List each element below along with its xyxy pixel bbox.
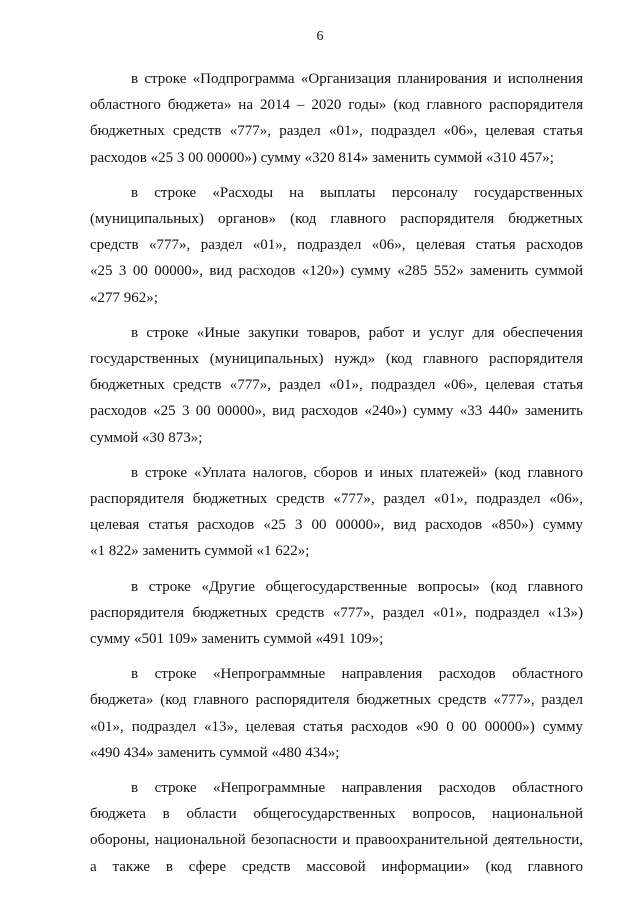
text-line: бюджета» (код главного распорядителя бюджетных средств «777», раздел	[90, 692, 583, 709]
text-line: в строке «Непрограммные направления расходов областного	[131, 780, 583, 797]
document-body	[90, 66, 583, 889]
text-line: распорядителя бюджетных средств «777», раздел «01», подраздел «06»,	[90, 491, 583, 508]
text-line: расходов «25 3 00 00000», вид расходов «240») сумму «33 440» заменить	[90, 403, 583, 420]
text-line: «490 434» заменить суммой «480 434»;	[90, 744, 340, 761]
text-line: областного бюджета» на 2014 – 2020 годы» (код главного распорядителя	[90, 97, 583, 114]
text-line: суммой «30 873»;	[90, 429, 203, 446]
page-number: 6	[316, 29, 324, 44]
text-line: «25 3 00 00000», вид расходов «120») сумму «285 552» заменить суммой	[90, 263, 583, 280]
text-line: в строке «Расходы на выплаты персоналу государственных	[131, 184, 583, 201]
text-line: в строке «Уплата налогов, сборов и иных платежей» (код главного	[131, 464, 583, 481]
text-line: средств «777», раздел «01», подраздел «06», целевая статья расходов	[90, 237, 583, 254]
text-line: сумму «501 109» заменить суммой «491 109»;	[90, 631, 384, 648]
text-line: в строке «Подпрограмма «Организация планирования и исполнения	[131, 71, 583, 87]
text-line: а также в сфере средств массовой информации» (код главного	[90, 858, 583, 875]
paragraph	[90, 180, 583, 311]
text-line: распорядителя бюджетных средств «777», раздел «01», подраздел «13»)	[90, 604, 583, 621]
text-line: «277 962»;	[90, 289, 158, 306]
text-line: бюджетных средств «777», раздел «01», подраздел «06», целевая статья	[90, 123, 583, 140]
paragraph	[90, 574, 583, 653]
text-line: бюджетных средств «777», раздел «01», подраздел «06», целевая статья	[90, 377, 583, 394]
paragraph	[90, 320, 583, 451]
text-line: в строке «Непрограммные направления расходов областного	[131, 666, 583, 683]
text-line: «1 822» заменить суммой «1 622»;	[90, 543, 310, 560]
paragraph	[90, 775, 583, 880]
paragraph	[90, 66, 583, 171]
text-line: в строке «Иные закупки товаров, работ и услуг для обеспечения	[131, 324, 583, 341]
text-line: целевая статья расходов «25 3 00 00000», вид расходов «850») сумму	[90, 517, 583, 534]
paragraph	[90, 460, 583, 565]
text-line: расходов «25 3 00 00000») сумму «320 814» заменить суммой «310 457»;	[90, 149, 554, 166]
text-line: бюджета в области общегосударственных вопросов, национальной	[90, 806, 583, 823]
text-line: государственных (муниципальных) нужд» (код главного распорядителя	[90, 351, 583, 368]
text-line: обороны, национальной безопасности и правоохранительной деятельности,	[90, 832, 583, 849]
text-line: в строке «Другие общегосударственные вопросы» (код главного	[131, 578, 583, 595]
paragraph	[90, 661, 583, 766]
text-line: (муниципальных) органов» (код главного распорядителя бюджетных	[90, 211, 583, 228]
text-line: «01», подраздел «13», целевая статья расходов «90 0 00 00000») сумму	[90, 718, 583, 735]
